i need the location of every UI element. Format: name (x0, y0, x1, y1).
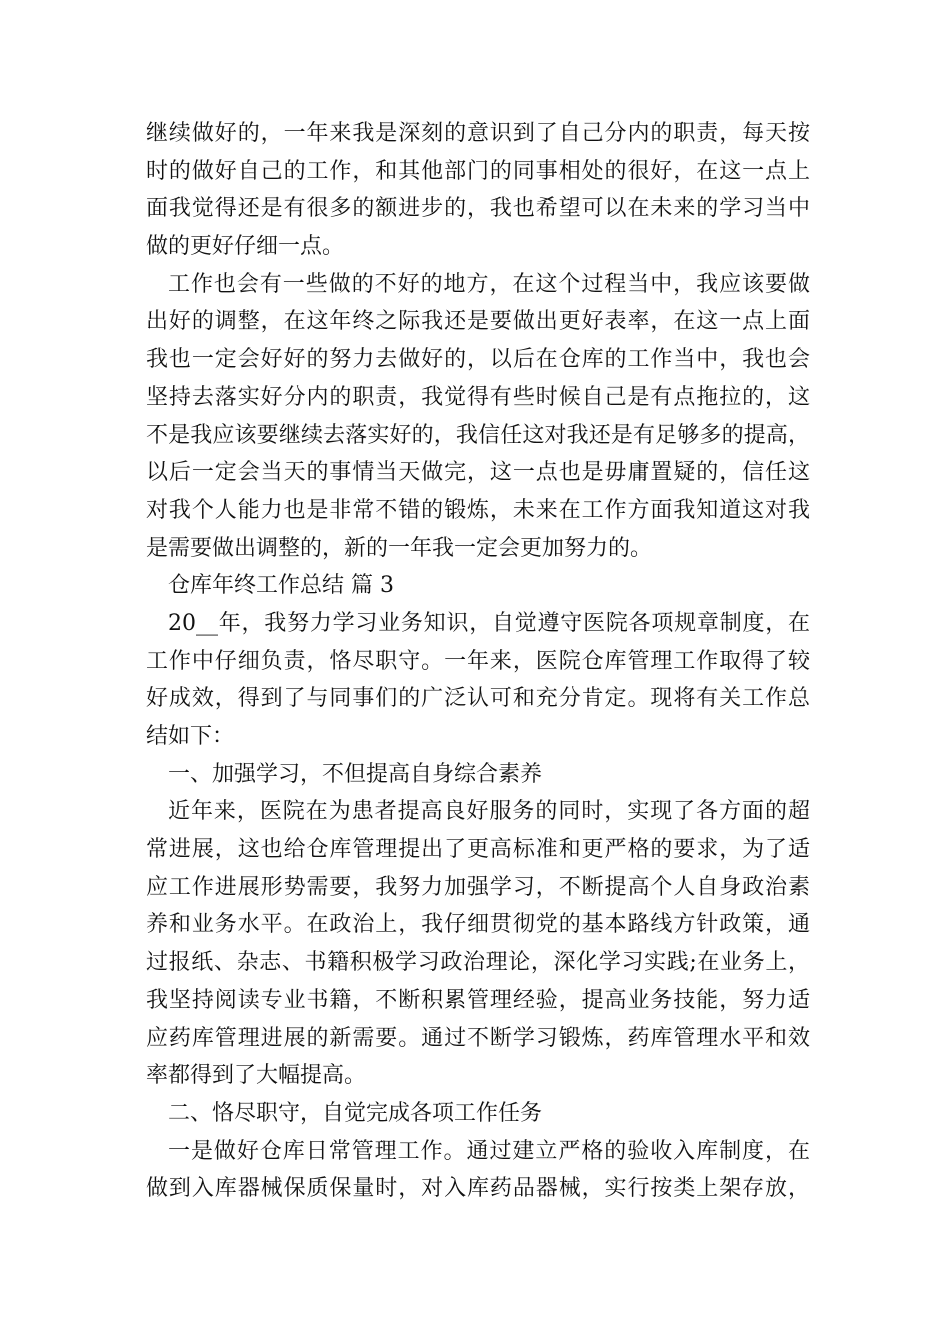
text-line: 做到入库器械保质保量时，对入库药品器械，实行按类上架存放， (146, 1176, 810, 1202)
paragraph-first-line: 一是做好仓库日常管理工作。通过建立严格的验收入库制度，在 (168, 1138, 810, 1164)
text-line: 不是我应该要继续去落实好的，我信任这对我还是有足够多的提高， (146, 422, 810, 448)
text-line: 工作中仔细负责，恪尽职守。一年来，医院仓库管理工作取得了较 (146, 648, 810, 674)
text-line: 做的更好仔细一点。 (146, 234, 345, 260)
subsection-heading: 一、加强学习，不但提高自身综合素养 (168, 761, 543, 787)
text-line: 对我个人能力也是非常不错的锻炼，未来在工作方面我知道这对我 (146, 497, 810, 523)
document-page (146, 115, 810, 1208)
text-line: 结如下： (146, 724, 235, 749)
text-line: 是需要做出调整的，新的一年我一定会更加努力的。 (146, 535, 653, 561)
paragraph-first-line: 近年来，医院在为患者提高良好服务的同时，实现了各方面的超 (168, 799, 810, 825)
section-heading: 仓库年终工作总结 篇 3 (168, 573, 394, 599)
text-line: 我坚持阅读专业书籍，不断积累管理经验，提高业务技能，努力适 (146, 987, 810, 1013)
text-line: 出好的调整，在这年终之际我还是要做出更好表率，在这一点上面 (146, 309, 810, 335)
text-line: 面我觉得还是有很多的额进步的，我也希望可以在未来的学习当中 (146, 196, 810, 222)
subsection-heading: 二、恪尽职守，自觉完成各项工作任务 (168, 1100, 543, 1126)
text-line: 好成效，得到了与同事们的广泛认可和充分肯定。现将有关工作总 (146, 686, 810, 712)
text-line: 过报纸、杂志、书籍积极学习政治理论，深化学习实践;在业务上， (146, 950, 810, 976)
text-line: 继续做好的，一年来我是深刻的意识到了自己分内的职责，每天按 (146, 121, 810, 146)
text-line: 应工作进展形势需要，我努力加强学习，不断提高个人自身政治素 (146, 874, 810, 900)
text-line: 常进展，这也给仓库管理提出了更高标准和更严格的要求，为了适 (146, 837, 810, 863)
paragraph-first-line: 工作也会有一些做的不好的地方，在这个过程当中，我应该要做 (168, 271, 810, 297)
text-line: 率都得到了大幅提高。 (146, 1063, 367, 1089)
text-line: 我也一定会好好的努力去做好的，以后在仓库的工作当中，我也会 (146, 347, 810, 373)
text-line: 坚持去落实好分内的职责，我觉得有些时候自己是有点拖拉的，这 (146, 384, 810, 410)
text-line: 时的做好自己的工作，和其他部门的同事相处的很好，在这一点上 (146, 158, 810, 184)
text-line: 养和业务水平。在政治上，我仔细贯彻党的基本路线方针政策，通 (146, 912, 810, 938)
text-line: 以后一定会当天的事情当天做完，这一点也是毋庸置疑的，信任这 (146, 460, 810, 486)
paragraph-first-line: 20__年，我努力学习业务知识，自觉遵守医院各项规章制度，在 (168, 610, 810, 636)
text-line: 应药库管理进展的新需要。通过不断学习锻炼，药库管理水平和效 (146, 1025, 810, 1051)
